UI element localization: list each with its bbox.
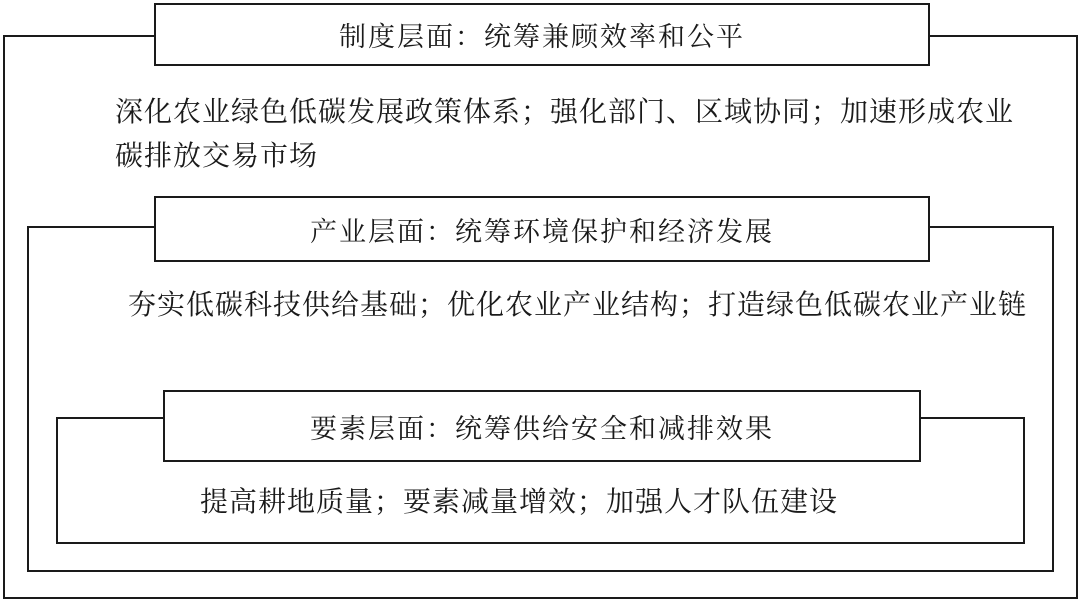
institutional-level-title: 制度层面：统筹兼顾效率和公平 xyxy=(154,3,930,66)
industrial-level-description: 夯实低碳科技供给基础；优化农业产业结构；打造绿色低碳农业产业链 xyxy=(128,288,1028,321)
factor-level-description: 提高耕地质量；要素减量增效；加强人才队伍建设 xyxy=(200,485,839,518)
factor-level-title: 要素层面：统筹供给安全和减排效果 xyxy=(163,390,921,462)
institutional-level-description: 深化农业绿色低碳发展政策体系；强化部门、区域协同；加速形成农业碳排放交易市场 xyxy=(115,95,1015,172)
industrial-level-title: 产业层面：统筹环境保护和经济发展 xyxy=(154,196,930,262)
